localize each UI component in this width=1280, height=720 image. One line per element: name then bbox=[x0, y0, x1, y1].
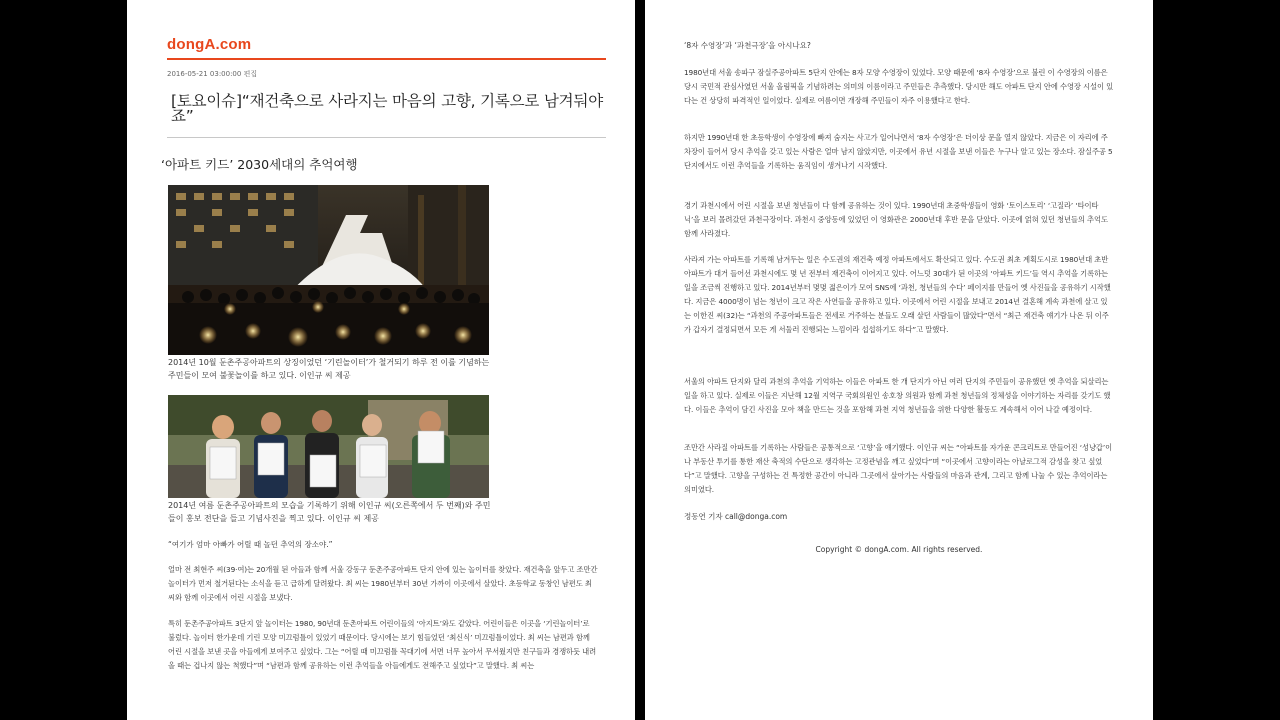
section-intro: ‘8자 수영장’과 ‘과천극장’을 아시나요? bbox=[684, 41, 811, 50]
paragraph: 1980년대 서울 송파구 잠실주공아파트 5단지 안에는 8자 모양 수영장이 있었다. 모양 때문에 ‘8자 수영장’으로 불린 이 수영장의 이름은 당시 국민적 관심사였던 서울 올림픽을 기념하려는 의미의 이름이라고 주민들은 추측했다. 당시만 해도 아파트 단지 안에 수영장 시설이 있다는 건 상당히 파격적인 일이었다. 실제로 여름이면 개장해 주민들이 자주 이용했다고 한다. bbox=[684, 68, 1114, 105]
article-dateline: 2016-05-21 03:00:00 편집 bbox=[167, 70, 258, 78]
headline-divider bbox=[167, 137, 606, 138]
photo-residents-caption: 2014년 여름 둔촌주공아파트의 모습을 기록하기 위해 이인규 씨(오른쪽에서 두 번째)와 주민들이 홍보 전단을 들고 기념사진을 찍고 있다. 이인규 씨 제공 bbox=[168, 501, 491, 523]
article-headline: [토요이슈]“재건축으로 사라지는 마음의 고향, 기록으로 남겨둬야죠” bbox=[171, 92, 603, 125]
photo-residents-group-image bbox=[168, 395, 489, 498]
copyright-notice: Copyright © dongA.com. All rights reserved. bbox=[815, 545, 983, 554]
paragraph: 사라져 가는 아파트를 기록해 남겨두는 일은 수도권의 재건축 예정 아파트에서도 확산되고 있다. 수도권 최초 계획도시로 1980년대 초반 아파트가 대거 들어선 과천시에도 몇 년 전부터 재건축이 이어지고 있다. 어느덧 30대가 된 이곳의 ‘아파트 키드’들 역시 추억을 기록하는 일을 조금씩 진행하고 있다. 2014년부터 몇몇 젊은이가 모여 SNS에 ‘과천, 청년들의 수다’ 페이지를 만들어 옛 사진들을 공유하기 시작했다. 지금은 4000명이 넘는 청년이 크고 작은 사연들을 공유하고 있다. 이곳에서 어린 시절을 보내고 2014년 결혼해 계속 과천에 살고 있는 이한진 씨(32)는 “과천의 주공아파트들은 전세로 거주하는 분들도 오래 살던 사람들이 많았다”면서 “최근 재건축 얘기가 나온 뒤 이주가 갑자기 결정되면서 모든 게 서둘러 진행되는 느낌이라 섭섭하기도 하다”고 말했다. bbox=[684, 255, 1111, 334]
article-subhead: ‘아파트 키드’ 2030세대의 추억여행 bbox=[161, 157, 358, 172]
paragraph: 서울의 아파트 단지와 달리 과천의 추억을 기억하는 이들은 아파트 한 개 단지가 아닌 여러 단지의 주민들이 공유했던 옛 추억을 되살리는 일을 하고 있다. 실제로 이들은 지난해 12월 지역구 국회의원인 송호창 의원과 함께 과천 청년들의 정체성을 이야기하는 자리를 갖기도 했다. 이들은 추억이 담긴 사진을 모아 책을 만드는 것을 포함해 과천 지역 청년들을 위한 다양한 활동도 계속해서 이어 나갈 예정이다. bbox=[684, 377, 1111, 414]
photo-playground-fireworks-image bbox=[168, 185, 489, 355]
article-byline: 정동연 기자 call@donga.com bbox=[684, 512, 788, 521]
photo-residents-group bbox=[168, 395, 489, 498]
photo-playground-fireworks bbox=[168, 185, 489, 355]
paragraph: 경기 과천시에서 어린 시절을 보낸 청년들이 다 함께 공유하는 것이 있다. 1990년대 초중학생들이 영화 ‘토이스토리’ ‘고질라’ ‘타이타닉’을 보러 몰려갔던 과천극장이다. 과천시 중앙동에 있었던 이 영화관은 2000년대 후반 문을 닫았다. 이곳에 얽혀 있던 청년들의 추억도 함께 사라졌다. bbox=[684, 201, 1108, 238]
paragraph: 조만간 사라질 아파트를 기록하는 사람들은 공통적으로 ‘고향’을 얘기했다. 이인규 씨는 “아파트를 자가운 콘크리트로 만들어진 ‘성냥갑’이나 부동산 투기를 통한 재산 축적의 수단으로 생각하는 고정관념을 깨고 싶었다”며 “이곳에서 고향이라는 아날로그적 감성을 찾고 싶었다”고 말했다. 고향을 구성하는 건 특정한 공간이 아니라 그곳에서 살아가는 사람들의 마음과 관계, 그리고 함께 나눌 수 있는 추억이라는 의미였다. bbox=[684, 443, 1113, 494]
article-page-left bbox=[127, 0, 635, 720]
article-page-right bbox=[645, 0, 1153, 720]
donga-logo[interactable]: dongA.com bbox=[167, 36, 252, 53]
paragraph: 하지만 1990년대 한 초등학생이 수영장에 빠져 숨지는 사고가 일어나면서 ‘8자 수영장’은 더이상 문을 열지 않았다. 지금은 이 자리에 주차장이 들어서 당시 추억을 갖고 있는 사람은 얼마 남지 않았지만, 이곳에서 유년 시절을 보낸 이들은 누구나 알고 있는 장소다. 잠실주공 5단지에서도 이런 추억들을 기록하는 움직임이 생겨나기 시작했다. bbox=[684, 133, 1113, 170]
article-quote: “여기가 엄마 아빠가 어릴 때 놀던 추억의 장소야.” bbox=[168, 540, 333, 549]
paragraph: 특히 둔촌주공아파트 3단지 앞 놀이터는 1980, 90년대 둔촌아파트 어린이들의 ‘아지트’와도 같았다. 어린이들은 이곳을 ‘기린놀이터’로 불렀다. 놀이터 한가운데 기린 모양 미끄럼틀이 있었기 때문이다. 당시에는 보기 힘들었던 ‘최신식’ 미끄럼틀이었다. 최 씨는 남편과 함께 어린 시절을 보낸 곳을 아들에게 보여주고 싶었다. 그는 “어릴 때 미끄럼틀 꼭대기에 서면 너무 높아서 무서웠지만 친구들과 경쟁하듯 내려올 때는 겁나지 않는 척했다”며 “남편과 함께 공유하는 이런 추억들을 아들에게도 전해주고 싶었다”고 말했다. 최 씨는 bbox=[168, 619, 597, 670]
photo-playground-caption: 2014년 10월 둔촌주공아파트의 상징이었던 ‘기린놀이터’가 철거되기 하루 전 이를 기념하는 주민들이 모여 불꽃놀이를 하고 있다. 이인규 씨 제공 bbox=[168, 358, 490, 380]
paragraph: 얼마 전 최현주 씨(39·여)는 20개월 된 아들과 함께 서울 강동구 둔촌주공아파트 단지 안에 있는 놀이터를 찾았다. 재건축을 앞두고 조만간 놀이터가 먼저 철거된다는 소식을 듣고 급하게 달려왔다. 최 씨는 1980년부터 30년 가까이 이곳에서 살았다. 초등학교 동창인 남편도 최 씨와 함께 이곳에서 어린 시절을 보냈다. bbox=[168, 565, 598, 602]
logo-divider bbox=[167, 58, 606, 60]
